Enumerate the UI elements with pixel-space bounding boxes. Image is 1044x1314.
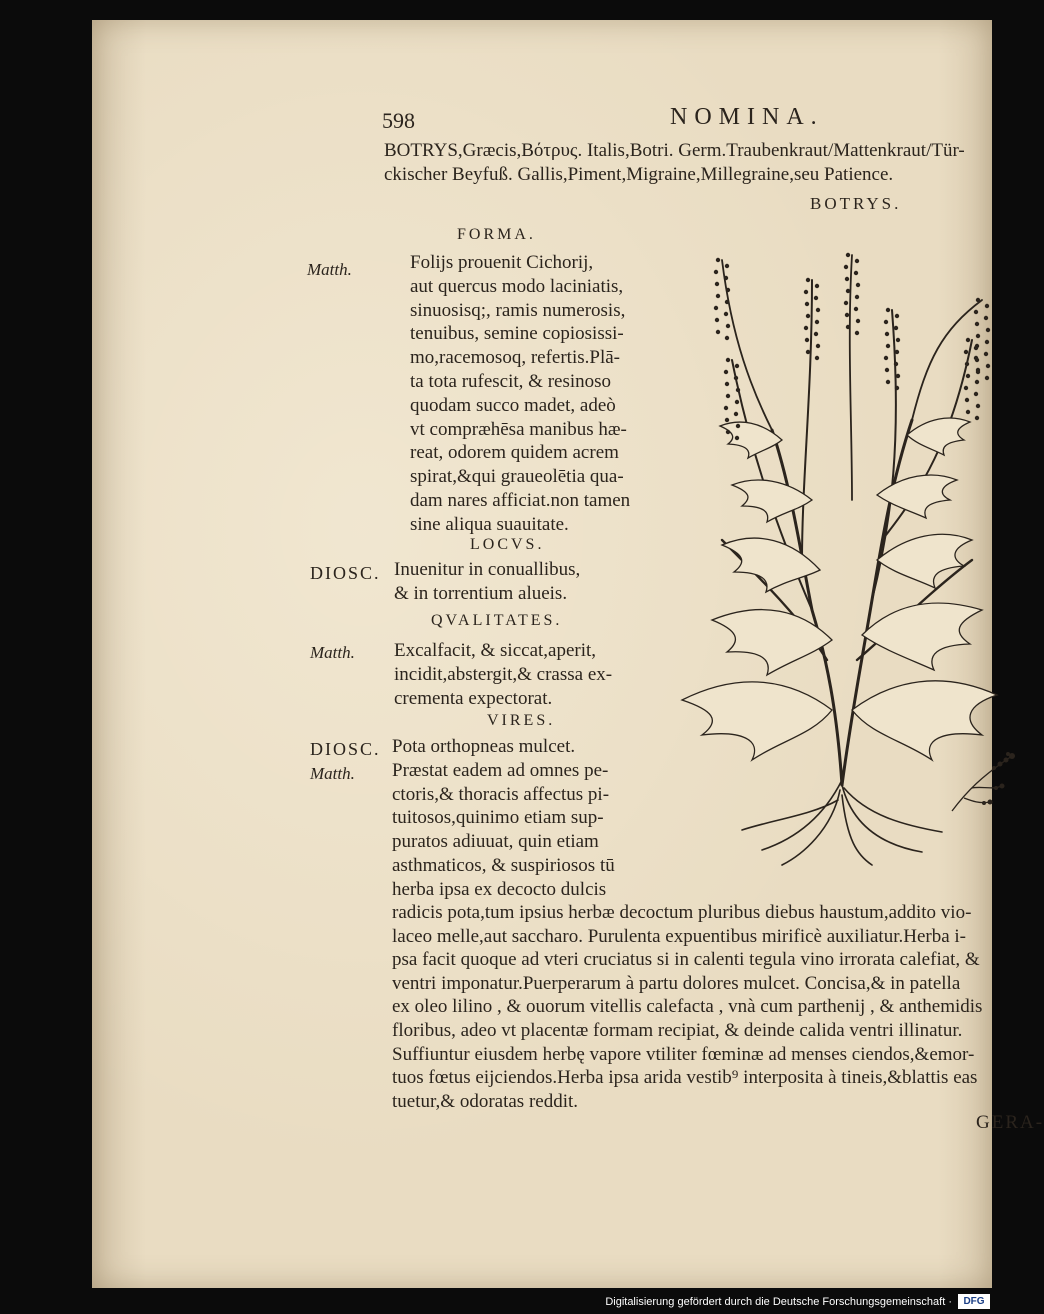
flower-bud (985, 340, 989, 344)
flower-bud (714, 270, 718, 274)
flower-bud (976, 404, 980, 408)
flower-bud (716, 330, 720, 334)
text-line: sinuosisq;, ramis numerosis, (410, 299, 626, 321)
text-line: asthmaticos, & suspiriosos tū (392, 855, 615, 876)
flower-bud (806, 278, 810, 282)
margin-note-matth: Matth. (307, 260, 352, 279)
flower-bud (724, 370, 728, 374)
flower-bud (854, 271, 858, 275)
text-line: Excalfacit, & siccat,aperit, (394, 640, 597, 661)
flower-bud (724, 312, 728, 316)
section-heading-forma: FORMA. (457, 226, 536, 243)
flower-bud (725, 264, 729, 268)
flower-bud (886, 380, 890, 384)
text-line: reat, odorem quidem acrem (410, 442, 619, 464)
flower-bud (816, 308, 820, 312)
flower-bud (725, 418, 729, 422)
flower-bud (846, 253, 850, 257)
flower-bud (736, 424, 740, 428)
flower-bud (815, 356, 819, 360)
flower-bud (806, 314, 810, 318)
flower-bud (886, 308, 890, 312)
flower-bud (846, 325, 850, 329)
plant-caption: BOTRYS. (810, 194, 902, 213)
section-heading-qualitates: QVALITATES. (431, 612, 563, 629)
flower-bud (726, 394, 730, 398)
flower-bud (894, 326, 898, 330)
text-line: puratos adiuuat, quin etiam (392, 831, 599, 853)
flower-bud (895, 386, 899, 390)
flower-bud (804, 326, 808, 330)
margin-note-diosc: DIOSC. (310, 739, 381, 759)
text-line: laceo melle,aut saccharo. Purulenta expuentibus mirificè auxiliatur.Herba i- (392, 925, 966, 947)
text-line: Pota orthopneas mulcet. (392, 736, 576, 757)
flower-bud (804, 290, 808, 294)
flower-bud (964, 386, 968, 390)
digitization-footer (0, 1292, 1000, 1314)
flower-bud (985, 304, 989, 308)
page-number: 598 (382, 108, 415, 133)
flower-bud (724, 406, 728, 410)
flower-bud (805, 338, 809, 342)
text-line: ex oleo lilino , & ouorum vitellis calefacta , vnà cum parthenij , & anthemidis (392, 996, 983, 1018)
text-line: tenuibus, semine copiosissi- (410, 323, 624, 345)
text-line: radicis pota,tum ipsius herbæ decoctum pluribus diebus haustum,addito vio- (392, 902, 972, 923)
flower-bud (885, 332, 889, 336)
flower-bud (974, 346, 978, 350)
flower-bud (976, 334, 980, 338)
text-line: ctoris,& thoracis affectus pi- (392, 783, 610, 805)
flower-bud (986, 364, 990, 368)
text-line: quodam succo madet, adeò (410, 394, 616, 416)
flower-bud (855, 259, 859, 263)
sprig-drawing (942, 746, 1022, 816)
flower-bud (814, 332, 818, 336)
flower-bud (965, 362, 969, 366)
flower-bud (735, 400, 739, 404)
flower-bud (966, 410, 970, 414)
names-line-2: ckischer Beyfuß. Gallis,Piment,Migraine,Millegraine,seu Patience. (384, 164, 894, 185)
flower-bud (896, 374, 900, 378)
catchword: GERA- (976, 1112, 1044, 1133)
flower-bud (735, 364, 739, 368)
flower-bud (856, 283, 860, 287)
dfg-logo: DFG (958, 1294, 990, 1309)
text-line: Folijs prouenit Cichorij, (410, 252, 594, 273)
text-line: sine aliqua suauitate. (410, 513, 569, 535)
flower-bud (974, 392, 978, 396)
text-line: ventri imponatur.Puerperarum à partu dolores mulcet. Concisa,& in patella (392, 972, 961, 994)
flower-bud (815, 284, 819, 288)
flower-bud (886, 344, 890, 348)
flower-bud (965, 398, 969, 402)
text-line: crementa expectorat. (394, 688, 553, 709)
text-line: tuetur,& odoratas reddit. (392, 1090, 579, 1112)
flower-bud (975, 380, 979, 384)
flower-bud (984, 352, 988, 356)
flower-bud (984, 316, 988, 320)
flower-bud (895, 314, 899, 318)
flower-bud (976, 298, 980, 302)
flower-bud (726, 430, 730, 434)
flower-bud (975, 322, 979, 326)
flower-bud (896, 338, 900, 342)
flower-bud (715, 318, 719, 322)
margin-note-matth: Matth. (310, 764, 355, 783)
flower-bud (845, 277, 849, 281)
flower-bud (885, 368, 889, 372)
text-line: aut quercus modo laciniatis, (410, 275, 624, 297)
flower-bud (716, 294, 720, 298)
flower-bud (964, 350, 968, 354)
flower-bud (845, 313, 849, 317)
flower-bud (976, 370, 980, 374)
flower-bud (975, 416, 979, 420)
flower-bud (806, 350, 810, 354)
flower-bud (884, 320, 888, 324)
botrys-sprig-detail (942, 746, 1022, 816)
book-page (92, 20, 1044, 1288)
flower-bud (805, 302, 809, 306)
flower-bud (985, 376, 989, 380)
text-line: Suffiuntur eiusdem herbę vapore vtiliter fœminæ ad menses ciendos,&emor- (392, 1043, 975, 1065)
text-line: herba ipsa ex decocto dulcis (392, 878, 607, 900)
margin-note-matth: Matth. (310, 643, 355, 662)
flower-bud (734, 376, 738, 380)
flower-bud (856, 319, 860, 323)
flower-bud (966, 338, 970, 342)
flower-bud (734, 412, 738, 416)
flower-bud (716, 258, 720, 262)
flower-bud (715, 282, 719, 286)
flower-bud (884, 356, 888, 360)
text-line: & in torrentium alueis. (394, 583, 568, 604)
flower-bud (724, 276, 728, 280)
section-heading-vires: VIRES. (487, 712, 556, 729)
flower-bud (725, 336, 729, 340)
flower-bud (815, 320, 819, 324)
flower-bud (855, 331, 859, 335)
flower-bud (854, 307, 858, 311)
text-line: tuitosos,quinimo etiam sup- (392, 807, 604, 829)
text-line: dam nares afficiat.non tamen (410, 490, 631, 511)
flower-bud (846, 289, 850, 293)
text-line: psa facit quoque ad vteri cruciatus si in calenti tegula vino irrorata calefiat, & (392, 949, 980, 971)
flower-bud (735, 436, 739, 440)
text-line: ta tota rufescit, & resinoso (410, 371, 612, 392)
flower-bud (726, 288, 730, 292)
flower-bud (855, 295, 859, 299)
text-line: tuos fœtus eijciendos.Herba ipsa arida vestib⁹ interposita à tineis,&blattis eas (392, 1067, 978, 1089)
flower-bud (736, 388, 740, 392)
flower-bud (895, 350, 899, 354)
flower-bud (966, 374, 970, 378)
flower-bud (975, 358, 979, 362)
text-line: vt compræhēsa manibus hæ- (410, 418, 627, 440)
flower-bud (814, 296, 818, 300)
text-line: Inuenitur in conuallibus, (394, 559, 581, 580)
flower-bud (726, 324, 730, 328)
flower-bud (844, 265, 848, 269)
footer-credit: Digitalisierung gefördert durch die Deutsche Forschungsgemeinschaft · (605, 1296, 952, 1308)
flower-bud (986, 328, 990, 332)
names-line-1: BOTRYS,Græcis,Βότρυς. Italis,Botri. Germ.Traubenkraut/Mattenkraut/Tür- (384, 140, 965, 161)
flower-bud (725, 382, 729, 386)
text-line: spirat,&qui graueolētia qua- (410, 466, 624, 488)
flower-bud (726, 358, 730, 362)
text-line: incidit,abstergit,& crassa ex- (394, 664, 613, 685)
flower-bud (894, 362, 898, 366)
flower-bud (816, 344, 820, 348)
flower-bud (714, 306, 718, 310)
text-line: Præstat eadem ad omnes pe- (392, 759, 609, 781)
running-title: NOMINA. (670, 104, 824, 130)
text-line: mo,racemosoq, refertis.Plā- (410, 347, 620, 369)
flower-bud (844, 301, 848, 305)
margin-note-diosc: DIOSC. (310, 563, 381, 583)
section-heading-locus: LOCVS. (470, 536, 545, 553)
flower-bud (725, 300, 729, 304)
text-line: floribus, adeo vt placentæ formam recipiat, & deinde calida ventri illinatur. (392, 1020, 963, 1041)
flower-bud (974, 310, 978, 314)
